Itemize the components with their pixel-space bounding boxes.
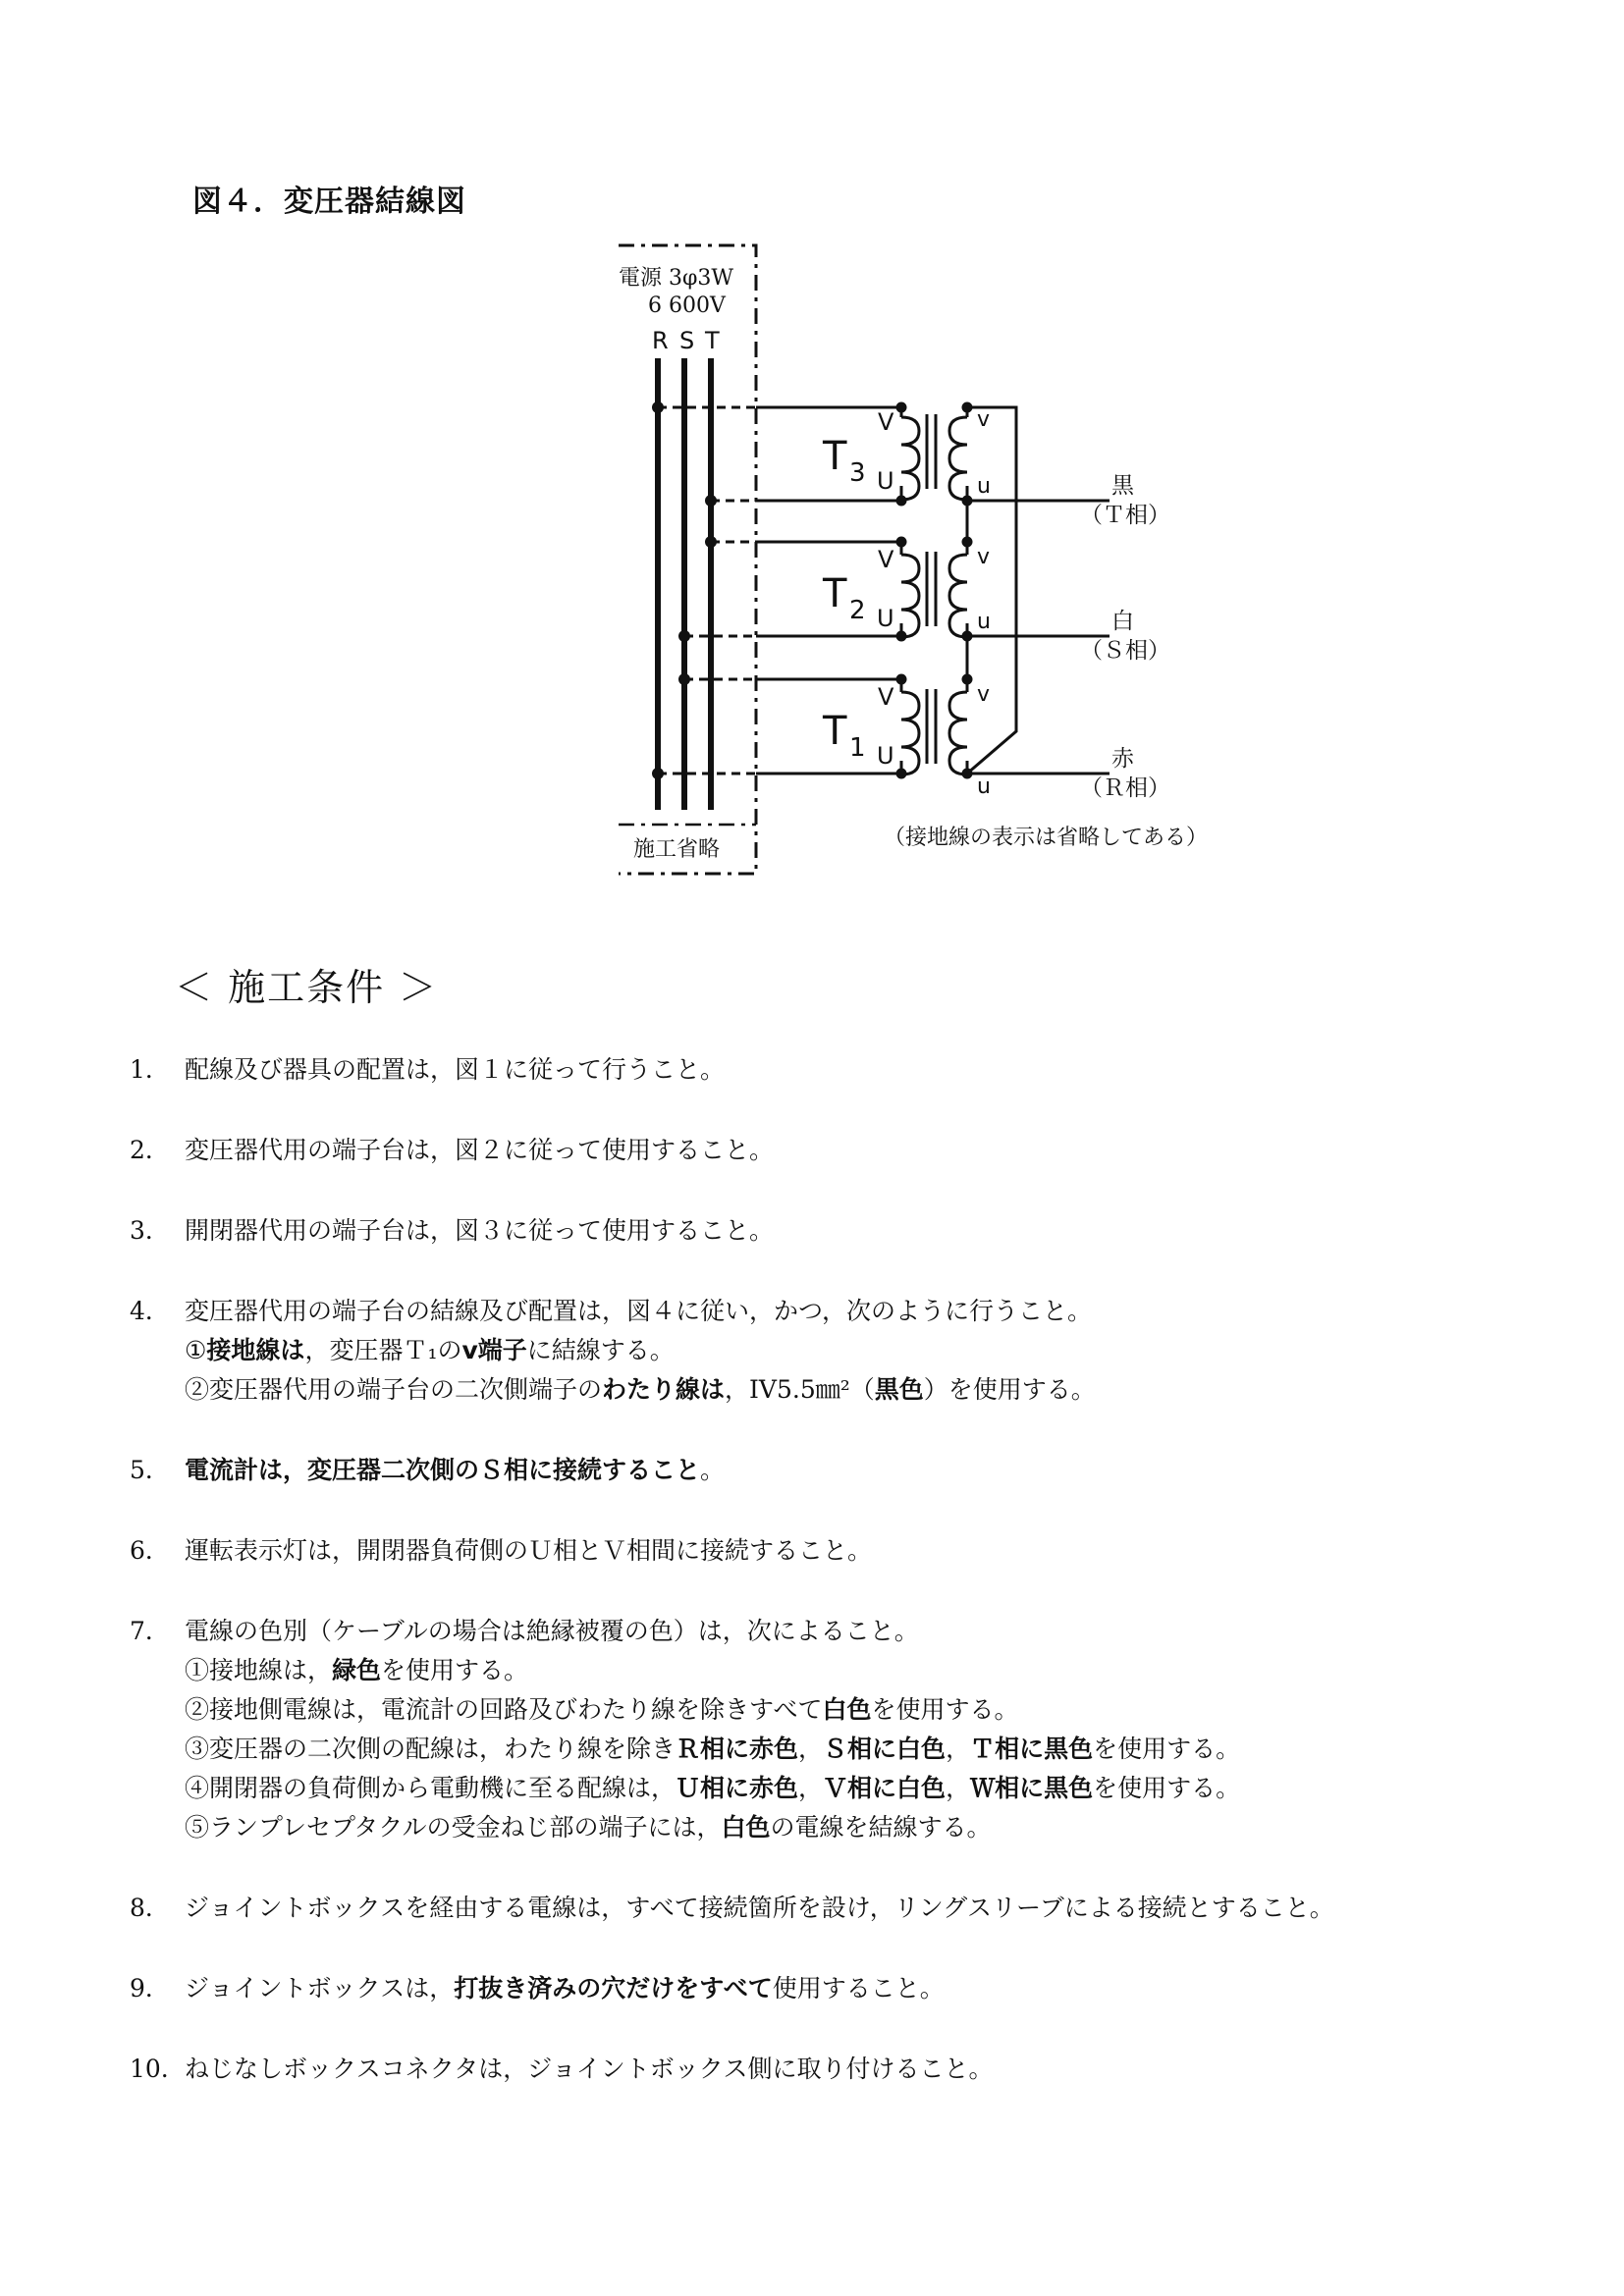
emphasized-text: わたり線は <box>602 1375 726 1404</box>
transformer-wiring-diagram <box>589 236 1335 903</box>
condition-subitem <box>130 1331 1583 1370</box>
t1-primary-top: V <box>878 683 894 711</box>
phase-r-label: R <box>652 327 669 354</box>
condition-subitem <box>130 1730 1583 1769</box>
emphasized-text: 接地線は <box>206 1336 305 1364</box>
condition-text: ， <box>798 1735 824 1763</box>
voltage-label: 6 600V <box>648 294 726 318</box>
output-r-phase: （Ｒ相） <box>1080 775 1170 801</box>
t2-label: T <box>823 571 847 616</box>
t3-secondary-bottom: u <box>977 474 991 499</box>
condition-text: ，IV5.5㎜²（ <box>725 1375 875 1404</box>
condition-line <box>130 1131 1583 1170</box>
condition-subitem <box>130 1690 1583 1730</box>
condition-text: ねじなしボックスコネクタは，ジョイントボックス側に取り付けること。 <box>185 2055 994 2083</box>
phase-t-label: T <box>705 327 720 354</box>
condition-number: 2． <box>130 1136 170 1164</box>
condition-number: 7． <box>130 1617 170 1645</box>
condition-number: 8． <box>130 1894 170 1922</box>
condition-text: に結線する。 <box>526 1336 675 1364</box>
condition-line <box>130 1292 1583 1331</box>
t2-secondary-top: v <box>977 545 991 569</box>
condition-line <box>130 1612 1583 1651</box>
emphasized-text: Ｒ相に赤色 <box>676 1735 799 1763</box>
transformer-t1 <box>822 682 991 799</box>
condition-line <box>130 1211 1583 1251</box>
transformer-t3 <box>822 407 991 499</box>
figure-title: 図４．変圧器結線図 <box>192 185 466 219</box>
condition-text: ， <box>798 1774 824 1802</box>
ground-note: （接地線の表示は省略してある） <box>884 826 1209 850</box>
condition-text: ① <box>185 1336 207 1364</box>
emphasized-text: Ｕ相に赤色 <box>676 1774 799 1802</box>
t1-label: T <box>823 709 847 754</box>
transformer-t2 <box>822 545 991 634</box>
condition-text: を使用する。 <box>1093 1774 1241 1802</box>
condition-text: ②変圧器代用の端子台の二次側端子の <box>185 1375 603 1404</box>
condition-text: を使用する。 <box>1093 1735 1241 1763</box>
condition-text: ，変圧器Ｔ₁の <box>304 1336 462 1364</box>
condition-line <box>130 1451 1583 1490</box>
condition-text: を使用する。 <box>381 1656 529 1684</box>
emphasized-text: Ｖ相に白色 <box>823 1774 947 1802</box>
output-t-color: 黒 <box>1111 473 1134 499</box>
condition-item <box>130 1050 1583 1090</box>
condition-number: 4． <box>130 1297 170 1325</box>
t2-primary-top: V <box>878 546 894 573</box>
condition-item <box>130 1131 1583 1170</box>
phase-s-label: S <box>679 327 695 354</box>
construction-conditions-title: ＜ 施工条件 ＞ <box>175 966 439 1009</box>
t3-label: T <box>823 434 847 479</box>
condition-text: ジョイントボックスは， <box>185 1974 455 2002</box>
t3-secondary-top: v <box>977 407 991 432</box>
t3-sub: 3 <box>849 458 866 488</box>
secondary-wiring <box>967 407 1110 774</box>
condition-text: 変圧器代用の端子台は，図２に従って使用すること。 <box>185 1136 775 1164</box>
condition-line <box>130 1969 1583 2008</box>
t1-secondary-top: v <box>977 682 991 707</box>
t1-secondary-bottom: u <box>977 774 991 799</box>
emphasized-text: Ｓ相に白色 <box>823 1735 947 1763</box>
condition-text: ③変圧器の二次側の配線は，わたり線を除き <box>185 1735 677 1763</box>
condition-subitem <box>130 1651 1583 1690</box>
emphasized-text: 黒色 <box>874 1375 924 1404</box>
condition-line <box>130 1889 1583 1928</box>
condition-item <box>130 2050 1583 2089</box>
construction-conditions-list <box>130 1050 1583 2130</box>
emphasized-text: Ｔ相に黒色 <box>970 1735 1094 1763</box>
condition-text: を使用する。 <box>871 1695 1019 1724</box>
emphasized-text: 電流計は，変圧器二次側のＳ相に接続すること <box>185 1456 701 1484</box>
condition-number: 1． <box>130 1055 170 1084</box>
condition-item <box>130 1969 1583 2008</box>
condition-text: ④開閉器の負荷側から電動機に至る配線は， <box>185 1774 677 1802</box>
t3-primary-top: V <box>878 408 894 436</box>
t1-sub: 1 <box>849 733 866 763</box>
condition-text: 電線の色別（ケーブルの場合は絶縁被覆の色）は，次によること。 <box>185 1617 919 1645</box>
condition-text: ①接地線は， <box>185 1656 333 1684</box>
condition-number: 5． <box>130 1456 170 1484</box>
condition-text: 配線及び器具の配置は，図１に従って行うこと。 <box>185 1055 726 1084</box>
t2-secondary-bottom: u <box>977 610 991 634</box>
condition-text: ジョイントボックスを経由する電線は，すべて接続箇所を設け，リングスリーブによる接続とすること。 <box>185 1894 1334 1922</box>
power-source-label: 電源 3φ3W <box>619 266 734 291</box>
t2-sub: 2 <box>849 596 866 625</box>
condition-text: 。 <box>700 1456 726 1484</box>
t3-primary-bottom: U <box>877 467 894 495</box>
condition-subitem <box>130 1808 1583 1847</box>
condition-number: 10. <box>130 2055 169 2083</box>
condition-item <box>130 1292 1583 1410</box>
condition-number: 9． <box>130 1974 170 2002</box>
emphasized-text: 打抜き済みの穴だけをすべて <box>454 1974 773 2002</box>
condition-item <box>130 1211 1583 1251</box>
condition-text: 運転表示灯は，開閉器負荷側のＵ相とＶ相間に接続すること。 <box>185 1536 873 1565</box>
transformer-coils <box>901 407 967 774</box>
t2-primary-bottom: U <box>877 605 894 632</box>
condition-subitem <box>130 1769 1583 1808</box>
condition-text: 開閉器代用の端子台は，図３に従って使用すること。 <box>185 1216 775 1245</box>
condition-line <box>130 2050 1583 2089</box>
condition-text: 変圧器代用の端子台の結線及び配置は，図４に従い，かつ，次のように行うこと。 <box>185 1297 1093 1325</box>
junction-dots <box>652 401 973 779</box>
condition-number: 3． <box>130 1216 170 1245</box>
emphasized-text: Ｗ相に黒色 <box>970 1774 1094 1802</box>
emphasized-text: 緑色 <box>332 1656 382 1684</box>
condition-text: の電線を結線する。 <box>770 1813 992 1842</box>
output-r-color: 赤 <box>1111 746 1134 772</box>
output-s-color: 白 <box>1111 609 1134 634</box>
condition-text: ， <box>946 1774 971 1802</box>
emphasized-text: 白色 <box>822 1695 872 1724</box>
condition-number: 6． <box>130 1536 170 1565</box>
emphasized-text: 白色 <box>721 1813 771 1842</box>
condition-text: ）を使用する。 <box>923 1375 1096 1404</box>
emphasized-text: v端子 <box>461 1336 527 1364</box>
omitted-label: 施工省略 <box>633 837 721 862</box>
condition-item <box>130 1451 1583 1490</box>
condition-text: ⑤ランプレセプタクルの受金ねじ部の端子には， <box>185 1813 722 1842</box>
condition-item <box>130 1612 1583 1847</box>
condition-item <box>130 1889 1583 1928</box>
condition-line <box>130 1531 1583 1571</box>
condition-item <box>130 1531 1583 1571</box>
output-s-phase: （Ｓ相） <box>1080 638 1170 664</box>
t1-primary-bottom: U <box>877 742 894 770</box>
condition-line <box>130 1050 1583 1090</box>
condition-text: ②接地側電線は，電流計の回路及びわたり線を除きすべて <box>185 1695 823 1724</box>
condition-text: 使用すること。 <box>772 1974 945 2002</box>
output-t-phase: （Ｔ相） <box>1080 503 1170 528</box>
condition-subitem <box>130 1370 1583 1410</box>
condition-text: ， <box>946 1735 971 1763</box>
